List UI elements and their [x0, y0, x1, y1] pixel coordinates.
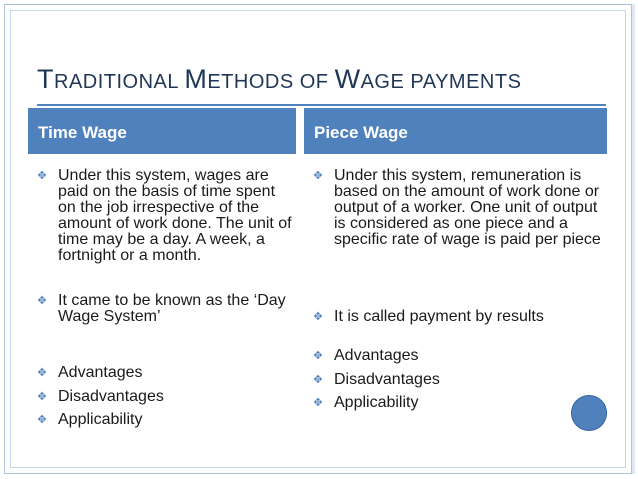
bullet-icon: ✥ — [37, 294, 47, 307]
title-part: M — [184, 64, 208, 94]
slide-right-edge — [632, 4, 635, 474]
list-item — [310, 309, 606, 325]
list-item-text: Under this system, wages are paid on the basis of time spent on the job irrespective of the amount of work done. The unit of time may be a day. A week, a fortnight or a month. — [58, 167, 292, 264]
list-item-text: Under this system, remuneration is based on the amount of work done or output of a worker. One unit of output is considered as one piece and a specific rate of wage is paid per piece — [334, 167, 601, 248]
bullet-icon: ✥ — [313, 349, 323, 362]
decorative-circle-icon — [571, 395, 607, 431]
list-item — [310, 372, 606, 388]
bullet-icon: ✥ — [37, 366, 47, 379]
list-item — [310, 395, 606, 411]
list-item-text: It is called payment by results — [334, 308, 544, 325]
list-item-text: Applicability — [58, 411, 143, 428]
list-item-text: Advantages — [58, 364, 143, 381]
header-time-wage: Time Wage — [28, 108, 296, 154]
list-item — [34, 365, 296, 381]
list-item — [34, 412, 296, 428]
list-item-text: Disadvantages — [334, 371, 440, 388]
slide-title — [37, 64, 521, 95]
title-part: AGE PAYMENTS — [360, 71, 522, 93]
list-item-text: Applicability — [334, 394, 419, 411]
bullet-icon: ✥ — [37, 390, 47, 403]
list-item-text: Disadvantages — [58, 388, 164, 405]
list-item — [310, 168, 606, 248]
title-part: W — [334, 64, 361, 94]
header-piece-wage: Piece Wage — [304, 108, 607, 154]
list-item — [34, 389, 296, 405]
title-part: T — [37, 64, 54, 94]
bullet-icon: ✥ — [313, 310, 323, 323]
bullet-icon: ✥ — [37, 169, 47, 182]
title-part: ETHODS OF — [207, 71, 335, 93]
list-item — [34, 293, 296, 325]
bullet-icon: ✥ — [313, 169, 323, 182]
bullet-icon: ✥ — [313, 396, 323, 409]
title-underline — [37, 104, 606, 106]
list-item — [310, 348, 606, 364]
list-item-text: Advantages — [334, 347, 419, 364]
list-item-text: It came to be known as the ‘Day Wage System’ — [58, 292, 286, 325]
bullet-icon: ✥ — [313, 373, 323, 386]
title-part: RADITIONAL — [54, 71, 185, 93]
list-item — [34, 168, 296, 264]
bullet-icon: ✥ — [37, 413, 47, 426]
